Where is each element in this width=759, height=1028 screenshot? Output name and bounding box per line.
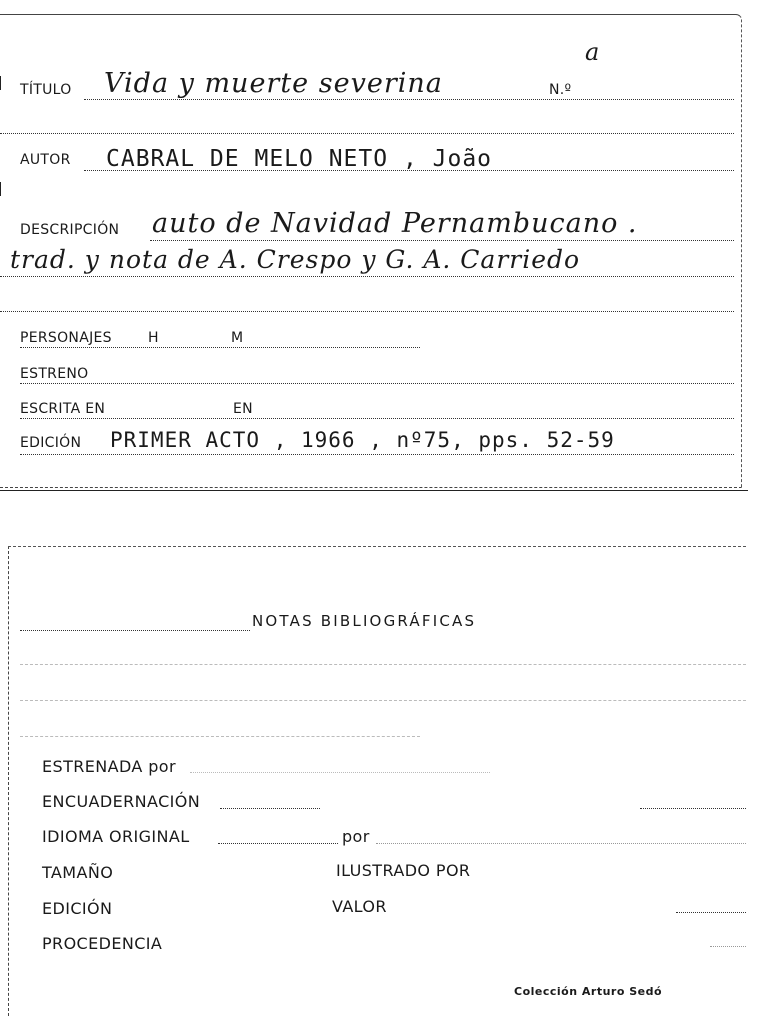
encuadernacion-line (220, 808, 320, 809)
numero-label: N.º (549, 82, 572, 98)
idioma-por-line (376, 843, 746, 844)
edicion-handwritten-value: PRIMER ACTO , 1966 , nº75, pps. 52-59 (110, 428, 615, 452)
coleccion-footer: Colección Arturo Sedó (514, 985, 663, 998)
encuadernacion-label: ENCUADERNACIÓN (42, 792, 201, 811)
numero-handwritten-value: a (585, 38, 600, 66)
descripcion-handwritten-value-2: trad. y nota de A. Crespo y G. A. Carriedo (10, 245, 581, 274)
valor-line (676, 912, 746, 913)
escrita-en-label: ESCRITA EN (20, 401, 106, 417)
personajes-line (20, 347, 420, 348)
procedencia-label: PROCEDENCIA (42, 934, 163, 953)
titulo-handwritten-value: Vida y muerte severina (104, 68, 443, 99)
blank-line (0, 311, 734, 312)
escrita-en-label-2: EN (233, 401, 253, 417)
titulo-label: TÍTULO (20, 82, 72, 98)
autor-handwritten-value: CABRAL DE MELO NETO , João (106, 146, 493, 172)
estrenada-label: ESTRENADA por (42, 757, 176, 776)
edicion-line (20, 454, 734, 455)
personajes-m-label: M (231, 330, 244, 346)
procedencia-line (710, 946, 746, 947)
descripcion-label: DESCRIPCIÓN (20, 222, 120, 238)
descripcion-line (150, 240, 734, 241)
blank-line (20, 736, 420, 737)
idioma-por-label: por (342, 827, 370, 846)
card-separator (0, 490, 748, 491)
notas-bibliograficas-heading: NOTAS BIBLIOGRÁFICAS (252, 612, 477, 630)
estrenada-line (190, 772, 490, 773)
encuadernacion-line-right (640, 808, 746, 809)
descripcion-line-2 (0, 276, 734, 277)
margin-tick (0, 182, 1, 196)
edicion-label-back: EDICIÓN (42, 899, 113, 918)
escrita-en-line (20, 418, 734, 419)
autor-label: AUTOR (20, 152, 71, 168)
blank-line (20, 700, 746, 701)
estreno-line (20, 383, 734, 384)
tamano-label: TAMAÑO (42, 863, 114, 882)
margin-tick (0, 76, 1, 90)
titulo-line (84, 99, 734, 100)
estreno-label: ESTRENO (20, 366, 89, 382)
heading-leader-line (20, 630, 250, 631)
personajes-h-label: H (148, 330, 159, 346)
valor-label: VALOR (332, 897, 387, 916)
blank-line (0, 133, 734, 134)
blank-line (20, 664, 746, 665)
descripcion-handwritten-value: auto de Navidad Pernambucano . (152, 208, 638, 239)
idioma-original-label: IDIOMA ORIGINAL (42, 827, 190, 846)
edicion-label: EDICIÓN (20, 435, 82, 451)
personajes-label: PERSONAJES (20, 330, 112, 346)
ilustrado-por-label: ILUSTRADO POR (336, 861, 471, 880)
idioma-line (218, 843, 338, 844)
